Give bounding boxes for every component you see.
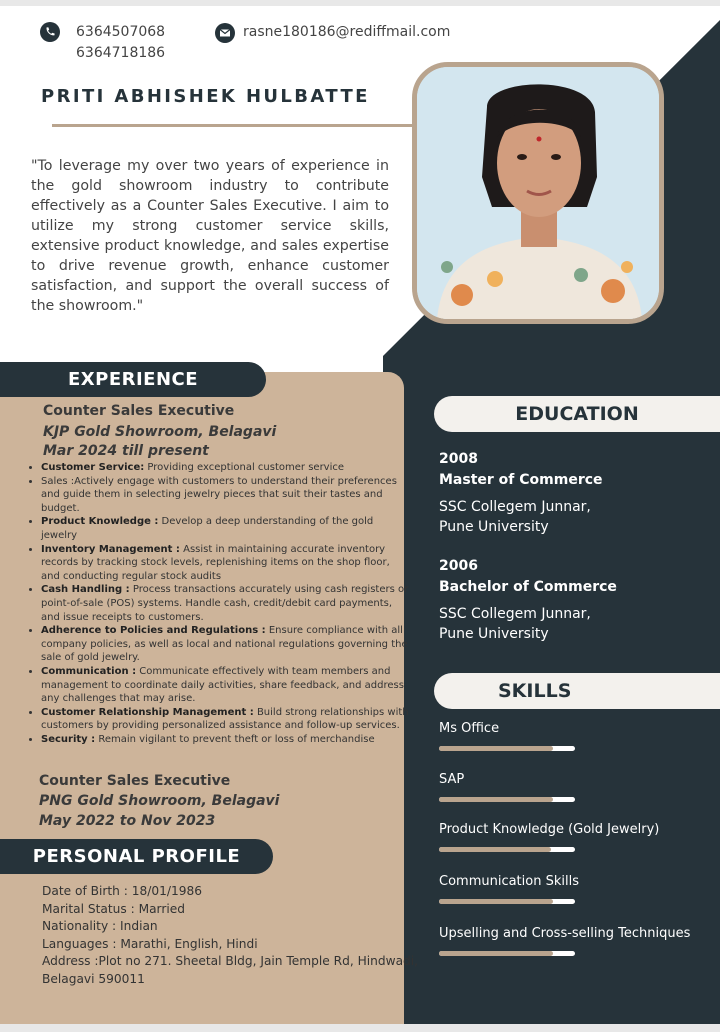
list-item: • Customer Service: Providing exceptional customer service (41, 461, 411, 475)
email-icon (215, 23, 235, 43)
job-duties-list (24, 461, 411, 746)
list-item: • Inventory Management : Assist in maintaining accurate inventory records by tracking stock levels, replenishing items on the shop floor, and conducting regular stock audits (41, 543, 411, 584)
list-item: • Security : Remain vigilant to prevent theft or loss of merchandise (41, 733, 411, 747)
list-item: • Sales :Actively engage with customers to understand their preferences and guide them in selecting jewelry pieces that suit their tastes and budget. (41, 475, 411, 516)
phone-icon (40, 22, 60, 42)
job-1-company: KJP Gold Showroom, Belagavi (43, 424, 277, 440)
job-1-title: Counter Sales Executive (43, 403, 235, 419)
personal-profile-heading: PERSONAL PROFILE (0, 839, 273, 874)
skill-5-fill (439, 951, 553, 956)
education-heading: EDUCATION (434, 396, 720, 432)
list-item: • Communication : Communicate effectively with team members and management to coordinate daily activities, share feedback, and address any challenges that may arise. (41, 665, 411, 706)
skill-2-fill (439, 797, 553, 802)
skills-heading-text: SKILLS (498, 680, 572, 702)
list-item: • Cash Handling : Process transactions accurately using cash registers or point-of-sale (POS) systems. Handle cash, credit/debit card payments, and issue receipts to customers. (41, 583, 411, 624)
top-strip (0, 0, 720, 6)
skills-heading (434, 673, 720, 709)
list-item: • Customer Relationship Management : Build strong relationships with customers by providing personalized assistance and follow-up services. (41, 706, 411, 733)
skill-1-fill (439, 746, 553, 751)
experience-heading: EXPERIENCE (0, 362, 266, 397)
person-illustration (417, 67, 659, 319)
address-line-2: Belagavi 590011 (42, 971, 145, 986)
email-address[interactable]: rasne180186@rediffmail.com (243, 24, 451, 40)
job-2-title: Counter Sales Executive (39, 773, 231, 789)
skill-4-name: Communication Skills (439, 874, 579, 889)
skill-5-name: Upselling and Cross-selling Techniques (439, 926, 691, 941)
phone-number-1[interactable]: 6364507068 (76, 24, 166, 40)
name-underline (52, 124, 412, 127)
marital-status: Marital Status : Married (42, 901, 185, 916)
languages: Languages : Marathi, English, Hindi (42, 936, 258, 951)
skill-4-bar (439, 899, 575, 904)
edu-1-inst-line-2: Pune University (439, 519, 549, 535)
list-item: • Product Knowledge : Develop a deep understanding of the gold jewelry (41, 515, 411, 542)
skill-2-bar (439, 797, 575, 802)
personal-details (42, 883, 419, 989)
profile-photo (412, 62, 664, 324)
address-line-1: Address :Plot no 271. Sheetal Bldg, Jain Temple Rd, Hindwadi, (42, 954, 419, 969)
edu-2-inst-line-2: Pune University (439, 626, 549, 642)
career-objective: "To leverage my over two years of experience in the gold showroom industry to contribute effectively as a Counter Sales Executive. I aim to utilize my strong customer service skills, extensive product knowledge, and sales expertise to drive revenue growth, enhance customer satisfaction, and support the overall success of the showroom." (31, 158, 389, 314)
nationality: Nationality : Indian (42, 919, 158, 934)
list-item: • Adherence to Policies and Regulations : Ensure compliance with all company policies, as well as local and national regulations governing the sale of gold jewelry. (41, 624, 411, 665)
candidate-name: PRITI ABHISHEK HULBATTE (41, 86, 370, 107)
skill-3-fill (439, 847, 551, 852)
edu-1-degree: Master of Commerce (439, 472, 603, 488)
skill-2-name: SAP (439, 772, 465, 787)
bottom-strip (0, 1024, 720, 1032)
skill-3-name: Product Knowledge (Gold Jewelry) (439, 822, 660, 837)
edu-2-year: 2006 (439, 558, 478, 574)
edu-1-inst-line-1: SSC Collegem Junnar, (439, 499, 591, 515)
skill-3-bar (439, 847, 575, 852)
job-2-company: PNG Gold Showroom, Belagavi (39, 793, 280, 809)
skill-5-bar (439, 951, 575, 956)
skill-1-bar (439, 746, 575, 751)
edu-2-inst-line-1: SSC Collegem Junnar, (439, 606, 591, 622)
date-of-birth: Date of Birth : 18/01/1986 (42, 884, 202, 898)
skill-1-name: Ms Office (439, 721, 500, 736)
edu-1-year: 2008 (439, 451, 478, 467)
job-1-period: Mar 2024 till present (43, 443, 209, 459)
skill-4-fill (439, 899, 553, 904)
phone-number-2[interactable]: 6364718186 (76, 45, 166, 61)
edu-2-degree: Bachelor of Commerce (439, 579, 617, 595)
job-2-period: May 2022 to Nov 2023 (39, 813, 216, 829)
